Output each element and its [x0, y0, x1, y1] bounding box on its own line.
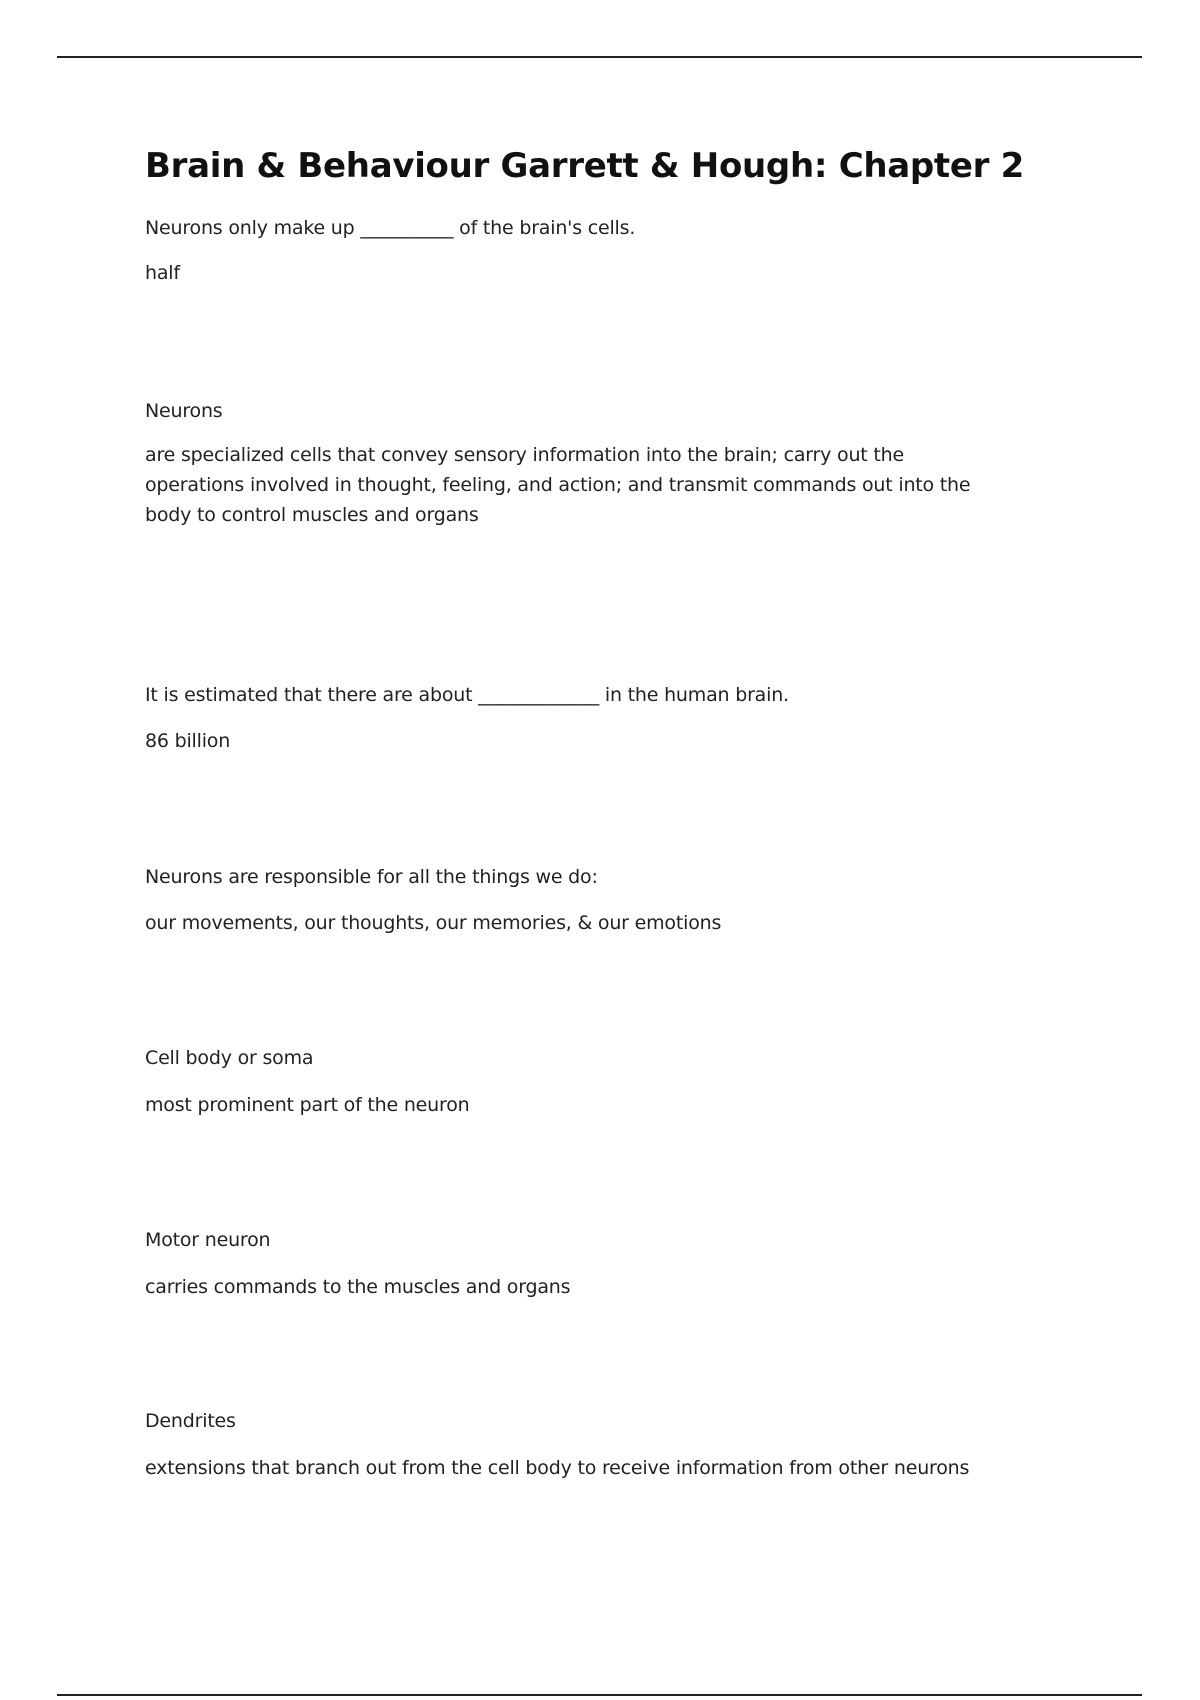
header-rule [57, 56, 1142, 58]
card-term: Neurons [145, 400, 223, 422]
card-definition: half [145, 262, 180, 284]
card-term: Cell body or soma [145, 1047, 314, 1069]
card-definition: our movements, our thoughts, our memories, & our emotions [145, 912, 722, 934]
footer-rule [57, 1694, 1142, 1696]
card-definition: 86 billion [145, 730, 231, 752]
card-term: Neurons are responsible for all the things we do: [145, 866, 598, 888]
document-title: Brain & Behaviour Garrett & Hough: Chapter 2 [145, 146, 1025, 186]
card-definition: are specialized cells that convey sensory information into the brain; carry out the operations involved in thought, feeling, and action; and transmit commands out into the body to control muscles and organs [145, 444, 971, 526]
card-definition: most prominent part of the neuron [145, 1094, 470, 1116]
card-term: Dendrites [145, 1410, 236, 1432]
card-term: Motor neuron [145, 1229, 271, 1251]
card-term: It is estimated that there are about _____________ in the human brain. [145, 684, 789, 706]
card-definition: extensions that branch out from the cell body to receive information from other neurons [145, 1457, 970, 1479]
card-term: Neurons only make up __________ of the brain's cells. [145, 217, 636, 239]
card-definition: carries commands to the muscles and organs [145, 1276, 571, 1298]
